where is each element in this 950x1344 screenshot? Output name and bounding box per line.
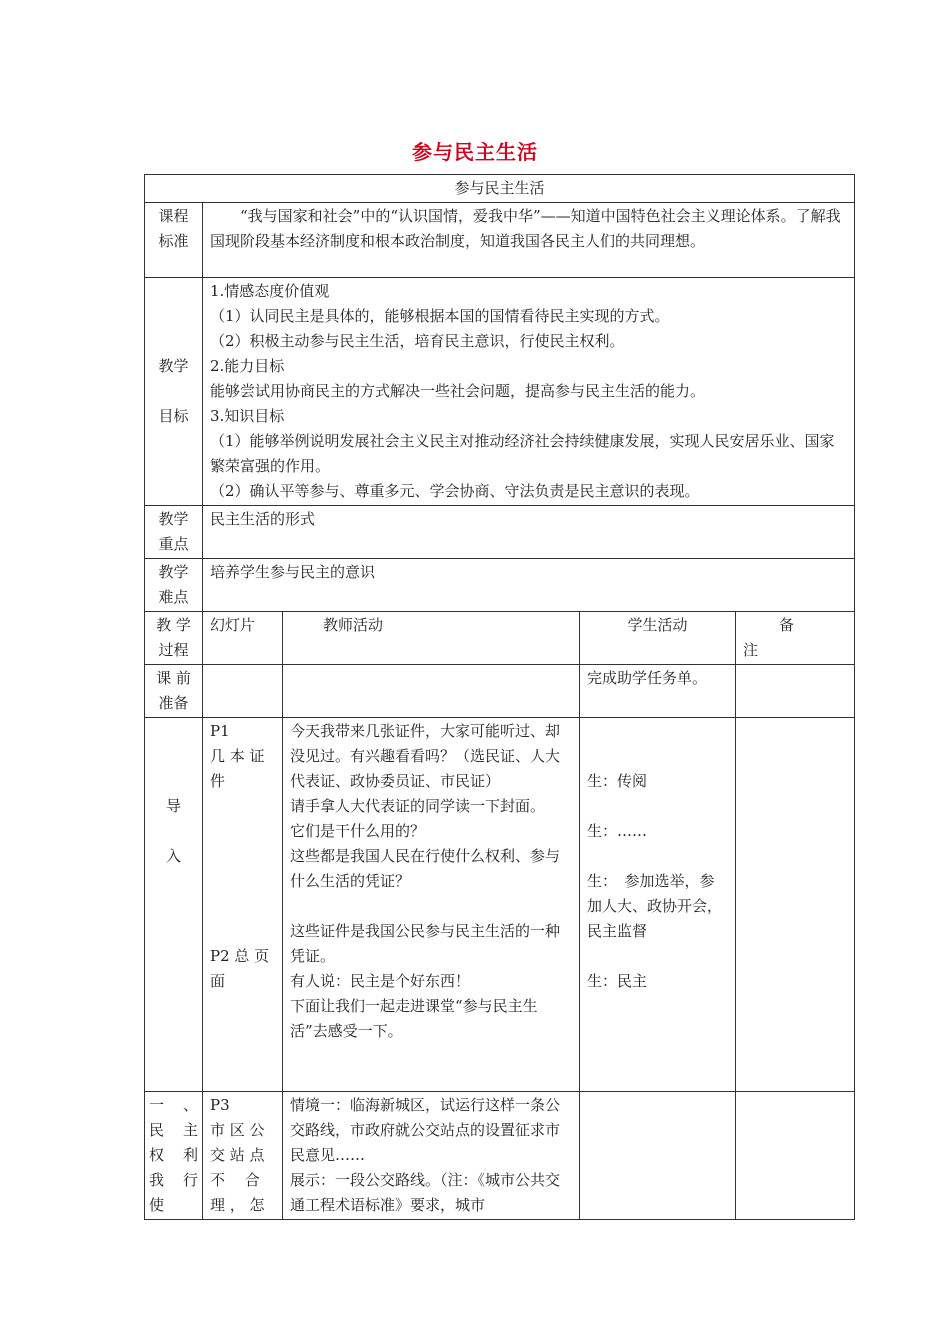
intro-note xyxy=(736,718,855,1092)
document-title: 参与民主生活 xyxy=(412,140,538,164)
goal-line: （1）能够举例说明发展社会主义民主对推动经济社会持续健康发展，实现人民安居乐业、国家繁荣富强的作用。 xyxy=(210,432,835,475)
standard-label: 课程 标准 xyxy=(145,203,203,278)
key-point-label: 教学 重点 xyxy=(145,506,203,559)
goal-line: 3.知识目标 xyxy=(210,407,285,425)
goals-content xyxy=(203,278,855,506)
difficulty-label: 教学 难点 xyxy=(145,559,203,612)
teacher-column-header: 教师活动 xyxy=(283,612,580,665)
goal-line: （2）积极主动参与民主生活，培育民主意识，行使民主权利。 xyxy=(210,332,625,350)
goals-label: 教学 目标 xyxy=(145,278,203,506)
section1-label: 一 、 民 主 权 利 我 行 使 xyxy=(145,1092,203,1220)
goal-line: 1.情感态度价值观 xyxy=(210,282,330,300)
student-response: 生：民主 xyxy=(587,972,648,990)
standard-text: “我与国家和社会”中的“认识国情，爱我中华”——知道中国特色社会主义理论体系。了解我国现阶段基本经济制度和根本政治制度，知道我国各民主人们的共同理想。 xyxy=(203,203,855,278)
slides-column-header: 幻灯片 xyxy=(203,612,283,665)
process-label: 教 学 过程 xyxy=(145,612,203,665)
student-response: 生：…… xyxy=(587,822,648,840)
teacher-line: 请手拿人大代表证的同学读一下封面。 xyxy=(290,797,546,815)
prep-teacher xyxy=(283,665,580,718)
teacher-line: 展示：一段公交路线。（注：《城市公共交通工程术语标准》要求，城市 xyxy=(290,1171,561,1214)
goal-line: （1）认同民主是具体的，能够根据本国的国情看待民主实现的方式。 xyxy=(210,307,670,325)
section1-note xyxy=(736,1092,855,1220)
section1-student xyxy=(580,1092,736,1220)
teacher-line: 有人说：民主是个好东西！ xyxy=(290,972,471,990)
student-column-header: 学生活动 xyxy=(580,612,736,665)
teacher-line: 情境一：临海新城区，试运行这样一条公交路线，市政府就公交站点的设置征求市民意见…… xyxy=(290,1096,561,1164)
prep-note xyxy=(736,665,855,718)
table-header: 参与民主生活 xyxy=(145,175,855,203)
intro-slides: P1 几 本 证 件 P2 总 页 面 xyxy=(203,718,283,1092)
intro-student xyxy=(580,718,736,1092)
prep-slides xyxy=(203,665,283,718)
section1-teacher xyxy=(283,1092,580,1220)
student-response: 生：传阅 xyxy=(587,772,648,790)
key-point-text: 民主生活的形式 xyxy=(203,506,855,559)
goal-line: 能够尝试用协商民主的方式解决一些社会问题，提高参与民主生活的能力。 xyxy=(210,382,706,400)
teacher-line: 这些证件是我国公民参与民主生活的一种凭证。 xyxy=(290,922,561,965)
goal-line: 2.能力目标 xyxy=(210,357,285,375)
note-column-header: 备 注 xyxy=(736,612,855,665)
prep-label: 课 前 准备 xyxy=(145,665,203,718)
section1-slides: P3 市 区 公 交 站 点 不 合 理 ， 怎 xyxy=(203,1092,283,1220)
teacher-line: 今天我带来几张证件，大家可能听过、却没见过。有兴趣看看吗？（选民证、人大代表证、政协委员证、市民证） xyxy=(290,722,561,790)
teacher-line: 下面让我们一起走进课堂“参与民主生活”去感受一下。 xyxy=(290,997,538,1040)
goal-line: （2）确认平等参与、尊重多元、学会协商、守法负责是民主意识的表现。 xyxy=(210,482,700,500)
teacher-line: 它们是干什么用的？ xyxy=(290,822,426,840)
student-response: 生： 参加选举，参加人大、政协开会，民主监督 xyxy=(587,872,723,940)
lesson-plan-table xyxy=(144,174,855,1220)
intro-teacher xyxy=(283,718,580,1092)
difficulty-text: 培养学生参与民主的意识 xyxy=(203,559,855,612)
intro-label: 导 入 xyxy=(145,718,203,1092)
teacher-line: 这些都是我国人民在行使什么权利、参与什么生活的凭证？ xyxy=(290,847,561,890)
prep-student: 完成助学任务单。 xyxy=(580,665,736,718)
